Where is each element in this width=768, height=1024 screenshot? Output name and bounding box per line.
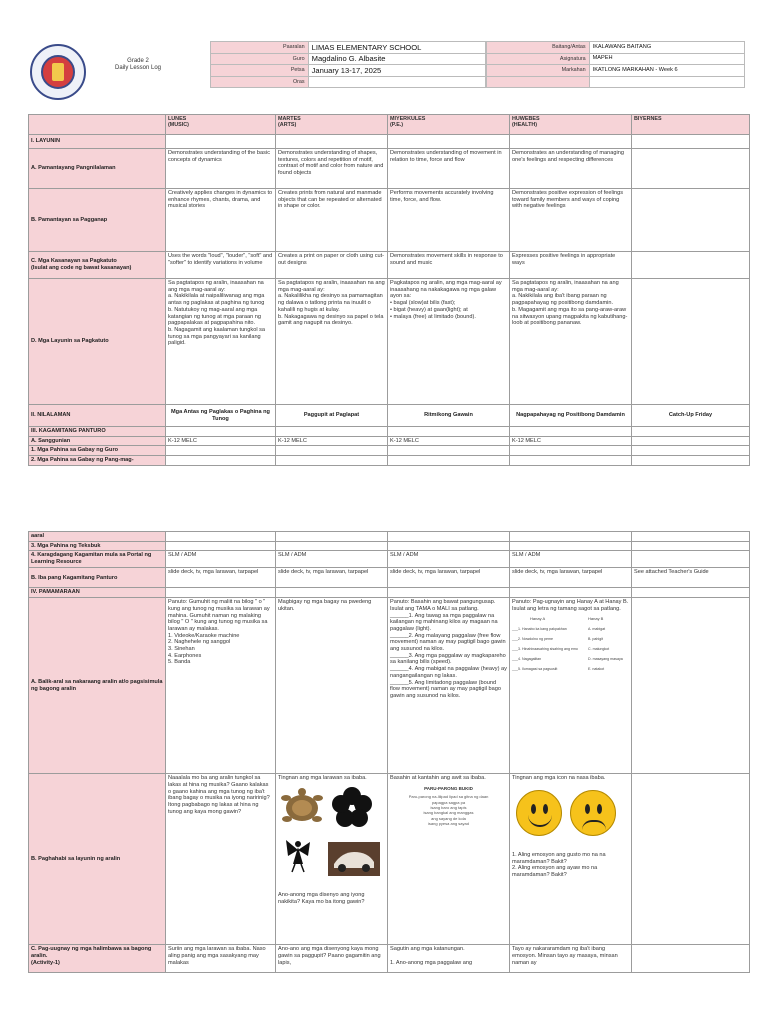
sanggunian-mon: K-12 MELC <box>166 436 276 446</box>
pag-uugnay-thu: Tayo ay nakararamdam ng iba't ibang emosyon. Minsan tayo ay masaya, minsan naman ay <box>510 945 632 973</box>
nilalaman-label: II. NILALAMAN <box>29 405 166 427</box>
match-b-2: B. pahigit <box>588 636 603 641</box>
teksbuk-label: 3. Mga Pahina ng Teksbuk <box>29 541 166 551</box>
pag-uugnay-tue: Ano-ano ang mga disenyong kaya mong gawin sa paggupit? Paano gagamitin ang lapis, <box>276 945 388 973</box>
karagdagan-tue: SLM / ADM <box>276 551 388 568</box>
emoji-pictures <box>512 782 629 852</box>
balik-aral-thu-text: Panuto: Pag-ugnayin ang Hanay A at Hanay B. Isulat ang letra ng tamang sagot sa patlang. <box>512 599 629 612</box>
cell-c-mon: Uses the words "loud", "louder", "soft" and "softer" to identify variations in volume <box>166 252 276 279</box>
sanggunian-thu: K-12 MELC <box>510 436 632 446</box>
cell-d-mon: Sa pagtatapos ng aralin, inaasahan na ang mga mag-aaral ay: a. Nakikilala at naipaliliwanag ang mga antas ng paglakas at paghina ng tunog b. Natutukoy ng mag-aaral ang mga katangian ng tunog at mga paraan ng pagpapalakas at pagpapahina nito. b. Nagagamit ang kaalaman tungkol sa tunog sa mga pangyayari sa kanilang paligid. <box>166 279 276 405</box>
iba-wed: slide deck, tv, mga larawan, tarpapel <box>388 568 510 588</box>
matching-type-image <box>512 617 629 679</box>
cell-b-tue: Creates prints from natural and manmade objects that can be repeated or alternated in shape or color. <box>276 189 388 252</box>
nilalaman-tue: Paggupit at Paglapat <box>276 405 388 427</box>
row-a-label: A. Pamantayang Pangnilalaman <box>29 149 166 189</box>
pag-uugnay-wed: Sagutin ang mga katanungan. 1. Ano-anong mga paggalaw ang <box>388 945 510 973</box>
paghahabi-tue <box>276 774 388 945</box>
cell-c-wed: Demonstrates movement skills in response to sound and music <box>388 252 510 279</box>
paaralan-value: LIMAS ELEMENTARY SCHOOL <box>308 42 485 54</box>
balik-aral-thu <box>510 598 632 774</box>
balik-aral-tue: Magbigay ng mga bagay na pwedeng ukitan. <box>276 598 388 774</box>
row-b-label: B. Pamantayan sa Pagganap <box>29 189 166 252</box>
day-wednesday: MIYERKULES (P.E.) <box>388 115 510 135</box>
match-b-5: E. natakot <box>588 666 605 671</box>
day-thursday: HUWEBES (HEALTH) <box>510 115 632 135</box>
cell-a-fri <box>632 149 750 189</box>
header-left-table <box>210 41 486 88</box>
karagdagan-thu: SLM / ADM <box>510 551 632 568</box>
baitang-value: IKALAWANG BAITANG <box>589 42 744 54</box>
cell-a-wed: Demonstrates understanding of movement in relation to time, force and flow <box>388 149 510 189</box>
match-b-1: A. mabigat <box>588 626 606 631</box>
grade-label: Grade 2 Daily Lesson Log <box>114 58 162 72</box>
header-right-table <box>486 41 745 88</box>
happy-face-icon <box>516 790 562 836</box>
guro-value: Magdalino G. Albasite <box>308 53 485 65</box>
car-icon <box>328 842 380 876</box>
paghahabi-mon: Naaalala mo ba ang aralin tungkol sa lakas at hina ng musika? Gaano kalakas o gaano kahina ang mga tunog ng iba't ibang bagay o musika na iyong naririnig? Itong pagbabago ng lakas at hina ng tunog ang kaya mong gawin? <box>166 774 276 945</box>
cell-a-thu: Demonstrates an understanding of managing one's feelings and respecting differences <box>510 149 632 189</box>
paghahabi-thu <box>510 774 632 945</box>
design-pictures-svg <box>278 786 384 894</box>
day-monday: LUNES (MUSIC) <box>166 115 276 135</box>
iba-tue: slide deck, tv, mga larawan, tarpapel <box>276 568 388 588</box>
sanggunian-wed: K-12 MELC <box>388 436 510 446</box>
hibiscus-icon <box>332 787 372 827</box>
sanggunian-label: A. Sanggunian <box>29 436 166 446</box>
song-title: PARU-PARONG BUKID <box>424 785 473 791</box>
pang-mag-aaral-label: 2. Mga Pahina sa Gabay ng Pang-mag- <box>29 456 166 466</box>
nilalaman-mon: Mga Antas ng Paglakas o Paghina ng Tunog <box>166 405 276 427</box>
pag-uugnay-fri <box>632 945 750 973</box>
day-friday: BIYERNES <box>632 115 750 135</box>
cell-a-tue: Demonstrates understanding of shapes, textures, colors and repetition of motif, contrast of motif and color from nature and found objects <box>276 149 388 189</box>
nilalaman-fri: Catch-Up Friday <box>632 405 750 427</box>
pamamaraan-heading: IV. PAMAMARAAN <box>29 588 166 598</box>
cell-d-tue: Sa pagtatapos ng aralin, inaasahan na ang mga mag-aaral ay: a. Nakalilikha ng desinyo sa pamamagitan ng dalawa o tatlong printa na inuulit o kahalili ng hugis at kulay. b. Nakagagawa ng desinyo sa papel o tela gamit ang nagupit na desinyo. <box>276 279 388 405</box>
pag-uugnay-label: C. Pag-uugnay ng mga halimbawa sa bagong aralin. (Activity-1) <box>29 945 166 973</box>
balik-aral-fri <box>632 598 750 774</box>
row-c-label: C. Mga Kasanayan sa Pagkatuto (Isulat ang code ng bawat kasanayan) <box>29 252 166 279</box>
match-a-1: ___1. Hanabo ka kang pakpakhan <box>512 626 567 631</box>
asignatura-label: Asignatura <box>487 53 590 65</box>
match-a-5: ___5. Ilumagasi sa pagsusiit <box>512 666 558 671</box>
guro-pahina-label: 1. Mga Pahina sa Gabay ng Guro <box>29 446 166 456</box>
turtle-icon <box>281 788 323 822</box>
oras-value <box>308 76 485 88</box>
match-b-3: C. malungkot <box>588 646 610 651</box>
karagdagan-wed: SLM / ADM <box>388 551 510 568</box>
petsa-value: January 13-17, 2025 <box>308 65 485 77</box>
paghahabi-wed <box>388 774 510 945</box>
balik-aral-mon: Panuto: Gumuhit ng maliit na bilog " o " kung ang tunog ng musika sa larawan ay mahina. Gumuhit naman ng malaking bilog " O " kung ang tunog ng musika sa larawan ay malakas. 1. Videoke/Karaoke machine 2. Naghehele ng sanggol 3. Sinehan 4. Earphones 5. Banda <box>166 598 276 774</box>
cell-a-mon: Demonstrates understanding of the basic concepts of dynamics <box>166 149 276 189</box>
match-b-4: D. masayang masaya <box>588 656 623 661</box>
cell-b-fri <box>632 189 750 252</box>
cell-d-thu: Sa pagtatapos ng aralin, inaasahan na ang mga mag-aaral ay: a. Nakikilala ang iba't ibang paraan ng pagpapahayag ng positibong damdamin. b. Magagamit ang mga ito sa pang-araw-araw na sitwasyon upang magpakita ng kabutihang-loob at positibong pananaw. <box>510 279 632 405</box>
dll-table-page-2 <box>28 531 750 973</box>
cell-c-tue: Creates a print on paper or cloth using cut-out designs <box>276 252 388 279</box>
song-lyrics: Paru-parong na-lilipad lipad sa gitna ng daan papagpa sagpa pa isang baro ang tapis isang bangkal ang manggas ang sayang de kola isang pyesa ang sayad <box>408 794 489 827</box>
paghahabi-label: B. Paghahabi sa layunin ng aralin <box>29 774 166 945</box>
arts-question: Ano-anong mga disenyo ang iyong nakikita? Kaya mo ba itong gawin? <box>278 891 365 905</box>
iba-mon: slide deck, tv, mga larawan, tarpapel <box>166 568 276 588</box>
paghahabi-fri <box>632 774 750 945</box>
hanay-a-header: Hanay A <box>530 615 546 621</box>
sanggunian-tue: K-12 MELC <box>276 436 388 446</box>
oras-label: Oras <box>211 76 309 88</box>
dll-header <box>28 40 748 102</box>
cell-b-thu: Demonstrates positive expression of feelings toward family members and ways of coping with negative feelings <box>510 189 632 252</box>
karagdagan-label: 4. Karagdagang Kagamitan mula sa Portal ng Learning Resource <box>29 551 166 568</box>
day-tuesday: MARTES (ARTS) <box>276 115 388 135</box>
hanay-b-header: Hanay B <box>588 615 604 621</box>
match-a-4: ___4. Nagagalitan <box>512 656 542 661</box>
paghahabi-tue-text: Tingnan ang mga larawan sa ibaba. <box>278 775 367 782</box>
balik-aral-label: A. Balik-aral sa nakaraang aralin at/o pagsisimula ng bagong aralin <box>29 598 166 774</box>
nilalaman-wed: Ritmikong Gawain <box>388 405 510 427</box>
markahan-label: Markahan <box>487 65 590 77</box>
paaralan-label: Paaralan <box>211 42 309 54</box>
match-a-2: ___2. Nowdolno ng peme <box>512 636 553 641</box>
design-pictures <box>278 782 385 892</box>
row-d-label: D. Mga Layunin sa Pagkatuto <box>29 279 166 405</box>
markahan-value: IKATLONG MARKAHAN - Week 6 <box>589 65 744 77</box>
petsa-label: Petsa <box>211 65 309 77</box>
match-a-3: ___3. Hinahinaasahing sisahing ang emo <box>512 646 578 651</box>
kagamitan-heading: III. KAGAMITANG PANTURO <box>29 427 166 437</box>
paghahabi-thu-text: Tingnan ang mga icon na nasa ibaba. <box>512 775 606 782</box>
asignatura-value: MAPEH <box>589 53 744 65</box>
cell-c-thu: Expresses positive feelings in appropriate ways <box>510 252 632 279</box>
layunin-heading: I. LAYUNIN <box>29 135 166 149</box>
cell-b-wed: Performs movements accurately involving time, force, and flow. <box>388 189 510 252</box>
iba-label: B. Iba pang Kagamitang Panturo <box>29 568 166 588</box>
guro-label: Guro <box>211 53 309 65</box>
fairy-icon <box>286 840 310 872</box>
karagdagan-mon: SLM / ADM <box>166 551 276 568</box>
health-questions: 1. Aling emosyon ang gusto mo na na maramdaman? Bakit? 2. Aling emosyon ang ayaw mo na maramdaman? Bakit? <box>512 851 606 878</box>
iba-thu: slide deck, tv, mga larawan, tarpapel <box>510 568 632 588</box>
pag-uugnay-mon: Suriin ang mga larawan sa ibaba. Naso aling panig ang mga sasakyang may malakas <box>166 945 276 973</box>
cell-d-wed: Pagkatapos ng aralin, ang mga mag-aaral ay inaasahang na nakakagawa ng mga galaw ayon sa: • bagal (slow)at bilis (fast); • bigat (heavy) at gaan(light); at • malaya (free) at limitado (bound). <box>388 279 510 405</box>
page-1 <box>0 0 768 510</box>
paghahabi-wed-text: Basahin at kantahin ang awit sa ibaba. <box>390 775 486 782</box>
baitang-label: Baitang/Antas <box>487 42 590 54</box>
sanggunian-fri <box>632 436 750 446</box>
sad-face-icon <box>570 790 616 836</box>
cell-b-mon: Creatively applies changes in dynamics to enhance rhymes, chants, drama, and musical stories <box>166 189 276 252</box>
page-2 <box>0 525 768 1024</box>
balik-aral-wed: Panuto: Basahin ang bawat pangungusap. Isulat ang TAMA o MALI sa patlang. ______1. Ang tawag sa mga paggalaw na kailangan ng mahinang kilos ay magaan na paggalaw (light). ______2. Ang malayang paggalaw (free flow movement) naman ay may pagtigil bago gawin ang susunod na kilos. ______3. Ang mga paggalaw ay magkapareho sa kanilang bilis (speed). ______4. Ang mabigat na paggalaw (heavy) ay nangangailangan ng lakas. ______5. Ang limitadong paggalaw (bound flow movement) naman ay may pagtigil bago gawin ang susunod na kilos. <box>388 598 510 774</box>
karagdagan-fri <box>632 551 750 568</box>
dll-table-page-1 <box>28 114 750 466</box>
deped-seal-logo <box>30 44 86 100</box>
iba-fri: See attached Teacher's Guide <box>632 568 750 588</box>
nilalaman-thu: Nagpapahayag ng Positibong Damdamin <box>510 405 632 427</box>
aaral-label: aaral <box>29 532 166 542</box>
cell-d-fri <box>632 279 750 405</box>
cell-c-fri <box>632 252 750 279</box>
